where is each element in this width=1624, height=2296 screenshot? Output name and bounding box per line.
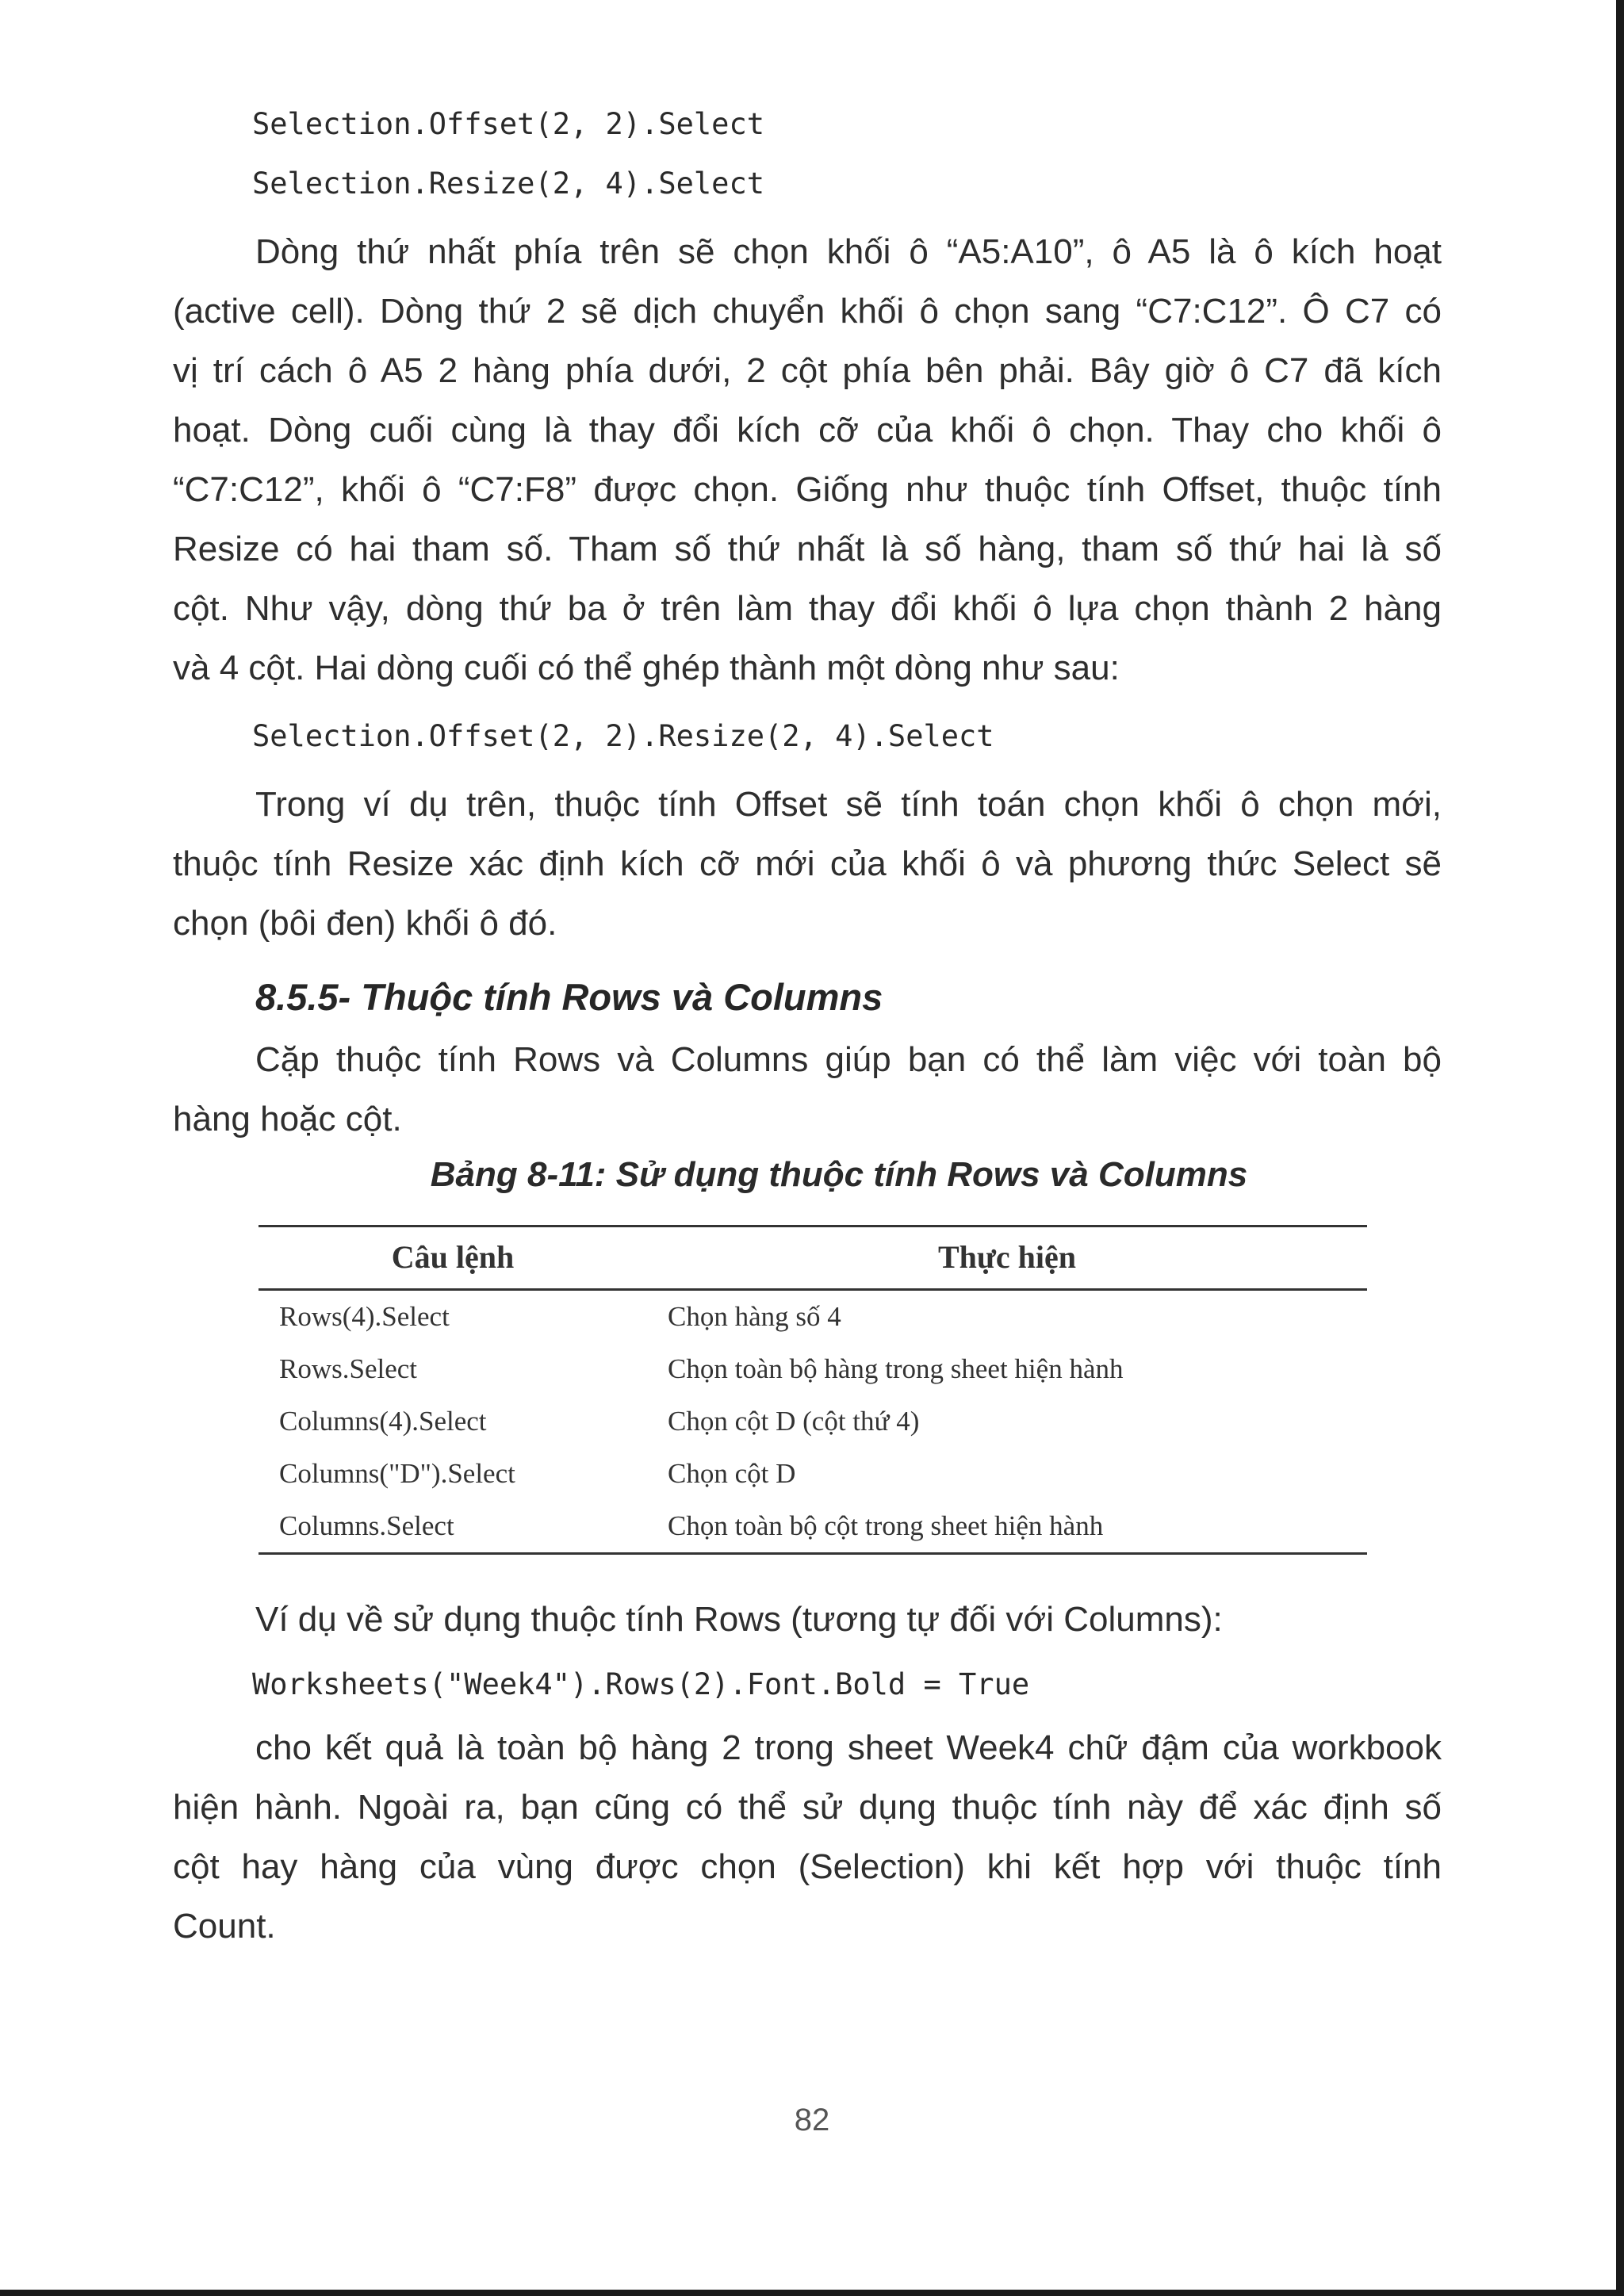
text-line: và 4 cột. Hai dòng cuối có thể ghép thành một dòng như sau: bbox=[173, 649, 1120, 687]
table-row bbox=[259, 1343, 1367, 1395]
paragraph-rows-columns bbox=[173, 1030, 1442, 1149]
text-line: vị trí cách ô A5 2 hàng phía dưới, 2 cột phía bên phải. Bây giờ ô C7 đã kích bbox=[173, 351, 1442, 390]
action-cell: Chọn hàng số 4 bbox=[668, 1301, 841, 1332]
text-line: “C7:C12”, khối ô “C7:F8” được chọn. Giống như thuộc tính Offset, thuộc tính bbox=[173, 470, 1442, 509]
section-heading: 8.5.5- Thuộc tính Rows và Columns bbox=[255, 976, 883, 1018]
table-row bbox=[259, 1290, 1367, 1344]
text-line: cho kết quả là toàn bộ hàng 2 trong sheet Week4 chữ đậm của workbook bbox=[255, 1728, 1442, 1767]
code-example: Worksheets("Week4").Rows(2).Font.Bold = True bbox=[252, 1667, 1030, 1701]
code-combined: Selection.Offset(2, 2).Resize(2, 4).Select bbox=[252, 719, 994, 753]
text-line: Resize có hai tham số. Tham số thứ nhất là số hàng, tham số thứ hai là số bbox=[173, 530, 1442, 568]
command-cell: Rows.Select bbox=[279, 1353, 418, 1384]
commands-table bbox=[259, 1225, 1367, 1555]
text-line: thuộc tính Resize xác định kích cỡ mới của khối ô và phương thức Select sẽ bbox=[173, 844, 1442, 883]
text-line: hàng hoặc cột. bbox=[173, 1100, 402, 1138]
paragraph-offset-resize bbox=[173, 222, 1442, 698]
text-line: (active cell). Dòng thứ 2 sẽ dịch chuyển khối ô chọn sang “C7:C12”. Ô C7 có bbox=[173, 292, 1442, 331]
action-cell: Chọn cột D bbox=[668, 1458, 796, 1489]
code-line: Selection.Resize(2, 4).Select bbox=[252, 166, 765, 201]
paragraph-explanation bbox=[173, 775, 1442, 953]
table-caption: Bảng 8-11: Sử dụng thuộc tính Rows và Columns bbox=[430, 1155, 1248, 1194]
table-row bbox=[259, 1448, 1367, 1500]
action-cell: Chọn toàn bộ hàng trong sheet hiện hành bbox=[668, 1353, 1124, 1384]
command-cell: Columns.Select bbox=[259, 1500, 647, 1554]
text-line: cột hay hàng của vùng được chọn (Selection) khi kết hợp với thuộc tính bbox=[173, 1847, 1442, 1886]
table-row bbox=[259, 1395, 1367, 1448]
command-cell: Columns(4).Select bbox=[279, 1406, 487, 1437]
table-header-row bbox=[259, 1226, 1367, 1290]
page-content bbox=[173, 94, 1442, 1956]
code-line: Selection.Offset(2, 2).Select bbox=[252, 107, 765, 141]
text-line: Count. bbox=[173, 1907, 276, 1946]
text-line: chọn (bôi đen) khối ô đó. bbox=[173, 904, 557, 943]
page-number: 82 bbox=[794, 2103, 830, 2137]
column-header: Thực hiện bbox=[647, 1226, 1367, 1290]
text-line: hoạt. Dòng cuối cùng là thay đổi kích cỡ của khối ô chọn. Thay cho khối ô bbox=[173, 411, 1442, 450]
table-row bbox=[259, 1500, 1367, 1554]
action-cell: Chọn cột D (cột thứ 4) bbox=[668, 1406, 920, 1437]
action-cell: Chọn toàn bộ cột trong sheet hiện hành bbox=[647, 1500, 1367, 1554]
text-line: hiện hành. Ngoài ra, bạn cũng có thể sử dụng thuộc tính này để xác định số bbox=[173, 1788, 1442, 1827]
text-line: cột. Như vậy, dòng thứ ba ở trên làm thay đổi khối ô lựa chọn thành 2 hàng bbox=[173, 589, 1442, 628]
paragraph-example-intro: Ví dụ về sử dụng thuộc tính Rows (tương tự đối với Columns): bbox=[255, 1600, 1223, 1639]
command-cell: Rows(4).Select bbox=[279, 1301, 450, 1332]
command-cell: Columns("D").Select bbox=[279, 1458, 515, 1489]
paragraph-result bbox=[173, 1718, 1442, 1956]
text-line: Trong ví dụ trên, thuộc tính Offset sẽ tính toán chọn khối ô chọn mới, bbox=[255, 785, 1442, 824]
page-edge-right bbox=[1616, 0, 1624, 2296]
column-header: Câu lệnh bbox=[259, 1226, 647, 1290]
page-edge-bottom bbox=[0, 2290, 1624, 2296]
text-line: Dòng thứ nhất phía trên sẽ chọn khối ô “A5:A10”, ô A5 là ô kích hoạt bbox=[255, 232, 1442, 271]
text-line: Cặp thuộc tính Rows và Columns giúp bạn có thể làm việc với toàn bộ bbox=[255, 1040, 1442, 1079]
